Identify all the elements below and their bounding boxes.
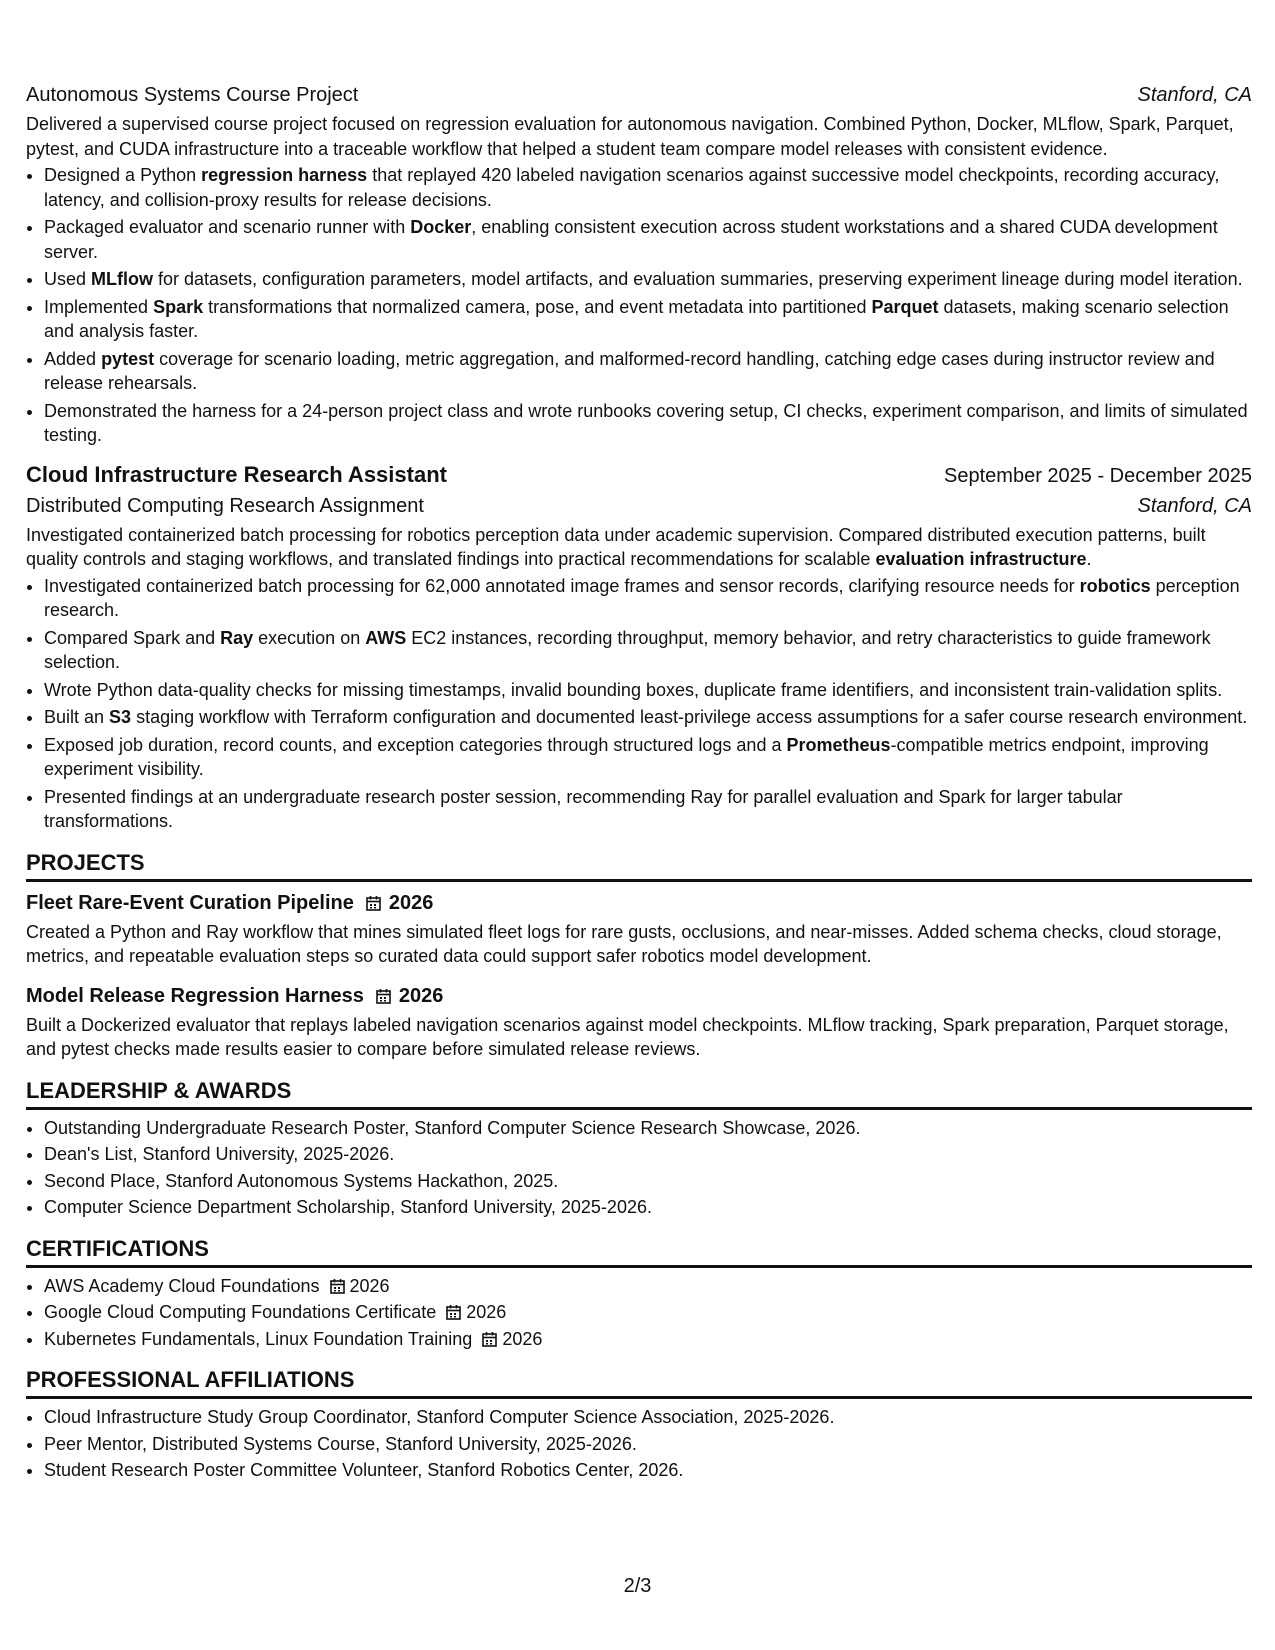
course-project-location: Stanford, CA	[1137, 84, 1252, 106]
list-item: • Computer Science Department Scholarship, Stanford University, 2025-2026.	[44, 1195, 1252, 1220]
research-role-header	[26, 459, 1252, 491]
list-item: • Added pytest coverage for scenario loading, metric aggregation, and malformed-record handling, catching edge cases during instructor review and release rehearsals.	[44, 347, 1252, 396]
research-role-location: Stanford, CA	[1137, 494, 1252, 517]
project-year: 2026	[366, 888, 434, 918]
list-item: • Google Cloud Computing Foundations Certificate 2026	[44, 1300, 1252, 1325]
project-name: Model Release Regression Harness	[26, 984, 364, 1007]
research-role-dates: September 2025 - December 2025	[944, 464, 1252, 487]
page-number: 2/3	[623, 1575, 652, 1597]
list-item: • Demonstrated the harness for a 24-person project class and wrote runbooks covering setup, CI checks, experiment comparison, and limits of simulated testing.	[44, 399, 1252, 448]
list-item: • Outstanding Undergraduate Research Poster, Stanford Computer Science Research Showcase, 2026.	[44, 1116, 1252, 1141]
list-item: • Compared Spark and Ray execution on AWS EC2 instances, recording throughput, memory behavior, and retry characteristics to guide framework selection.	[44, 626, 1252, 675]
list-item: • Cloud Infrastructure Study Group Coordinator, Stanford Computer Science Association, 2025-2026.	[44, 1405, 1252, 1430]
list-item: • Kubernetes Fundamentals, Linux Foundation Training 2026	[44, 1327, 1252, 1352]
project-name: Fleet Rare-Event Curation Pipeline	[26, 891, 354, 914]
calendar-icon	[330, 1278, 345, 1294]
leadership-heading: LEADERSHIP & AWARDS	[26, 1076, 1252, 1110]
projects-heading: PROJECTS	[26, 848, 1252, 882]
course-project-summary: Delivered a supervised course project focused on regression evaluation for autonomous navigation. Combined Python, Docker, MLflow, Spark, Parquet, pytest, and CUDA infrastructure into a traceable workflow that helped a student team compare model releases with consistent evidence.	[26, 114, 1234, 159]
course-project-bullets	[26, 163, 1252, 448]
list-item: • Implemented Spark transformations that normalized camera, pose, and event metadata into partitioned Parquet datasets, making scenario selection and analysis faster.	[44, 295, 1252, 344]
research-role-title: Cloud Infrastructure Research Assistant	[26, 461, 447, 487]
affiliations-list	[26, 1405, 1252, 1483]
calendar-icon	[482, 1331, 497, 1347]
calendar-icon	[376, 988, 391, 1004]
project-description: Built a Dockerized evaluator that replays labeled navigation scenarios against model checkpoints. MLflow tracking, Spark preparation, Parquet storage, and pytest checks made results easier to compare before simulated release reviews.	[26, 1014, 1229, 1059]
project-year: 2026	[376, 981, 444, 1011]
certifications-heading: CERTIFICATIONS	[26, 1234, 1252, 1268]
project-description: Created a Python and Ray workflow that mines simulated fleet logs for rare gusts, occlusions, and near-misses. Added schema checks, cloud storage, metrics, and repeatable evaluation steps so curated data could support safer robotics model development.	[26, 921, 1222, 966]
project-item	[26, 888, 1252, 969]
leadership-list	[26, 1116, 1252, 1220]
list-item: • Dean's List, Stanford University, 2025-2026.	[44, 1142, 1252, 1167]
project-item	[26, 981, 1252, 1062]
resume-page	[26, 80, 1252, 1485]
list-item: • Built an S3 staging workflow with Terraform configuration and documented least-privilege access assumptions for a safer course research environment.	[44, 705, 1252, 730]
course-project-header	[26, 80, 1252, 110]
list-item: • Second Place, Stanford Autonomous Systems Hackathon, 2025.	[44, 1169, 1252, 1194]
research-role-subtitle: Distributed Computing Research Assignment	[26, 494, 424, 517]
list-item: • Student Research Poster Committee Volunteer, Stanford Robotics Center, 2026.	[44, 1458, 1252, 1483]
research-role-subheader	[26, 491, 1252, 521]
list-item: • Peer Mentor, Distributed Systems Course, Stanford University, 2025-2026.	[44, 1432, 1252, 1457]
calendar-icon	[446, 1304, 461, 1320]
list-item: • Designed a Python regression harness that replayed 420 labeled navigation scenarios against successive model checkpoints, recording accuracy, latency, and collision-proxy results for release decisions.	[44, 163, 1252, 212]
certifications-list	[26, 1274, 1252, 1352]
course-project-title: Autonomous Systems Course Project	[26, 84, 359, 106]
list-item: • Exposed job duration, record counts, and exception categories through structured logs and a Prometheus-compatible metrics endpoint, improving experiment visibility.	[44, 733, 1252, 782]
list-item: • Packaged evaluator and scenario runner with Docker, enabling consistent execution across student workstations and a shared CUDA development server.	[44, 215, 1252, 264]
list-item: • AWS Academy Cloud Foundations 2026	[44, 1274, 1252, 1299]
list-item: • Investigated containerized batch processing for 62,000 annotated image frames and sensor records, clarifying resource needs for robotics perception research.	[44, 574, 1252, 623]
affiliations-heading: PROFESSIONAL AFFILIATIONS	[26, 1365, 1252, 1399]
research-role-bullets	[26, 574, 1252, 834]
calendar-icon	[366, 895, 381, 911]
list-item: • Wrote Python data-quality checks for missing timestamps, invalid bounding boxes, duplicate frame identifiers, and inconsistent train-validation splits.	[44, 678, 1252, 703]
list-item: • Presented findings at an undergraduate research poster session, recommending Ray for parallel evaluation and Spark for larger tabular transformations.	[44, 785, 1252, 834]
list-item: • Used MLflow for datasets, configuration parameters, model artifacts, and evaluation summaries, preserving experiment lineage during model iteration.	[44, 267, 1252, 292]
research-role-summary: Investigated containerized batch processing for robotics perception data under academic supervision. Compared distributed execution patterns, built quality controls and staging workflows, and translated findings into practical recommendations for scalable evaluation infrastructure.	[26, 524, 1206, 569]
